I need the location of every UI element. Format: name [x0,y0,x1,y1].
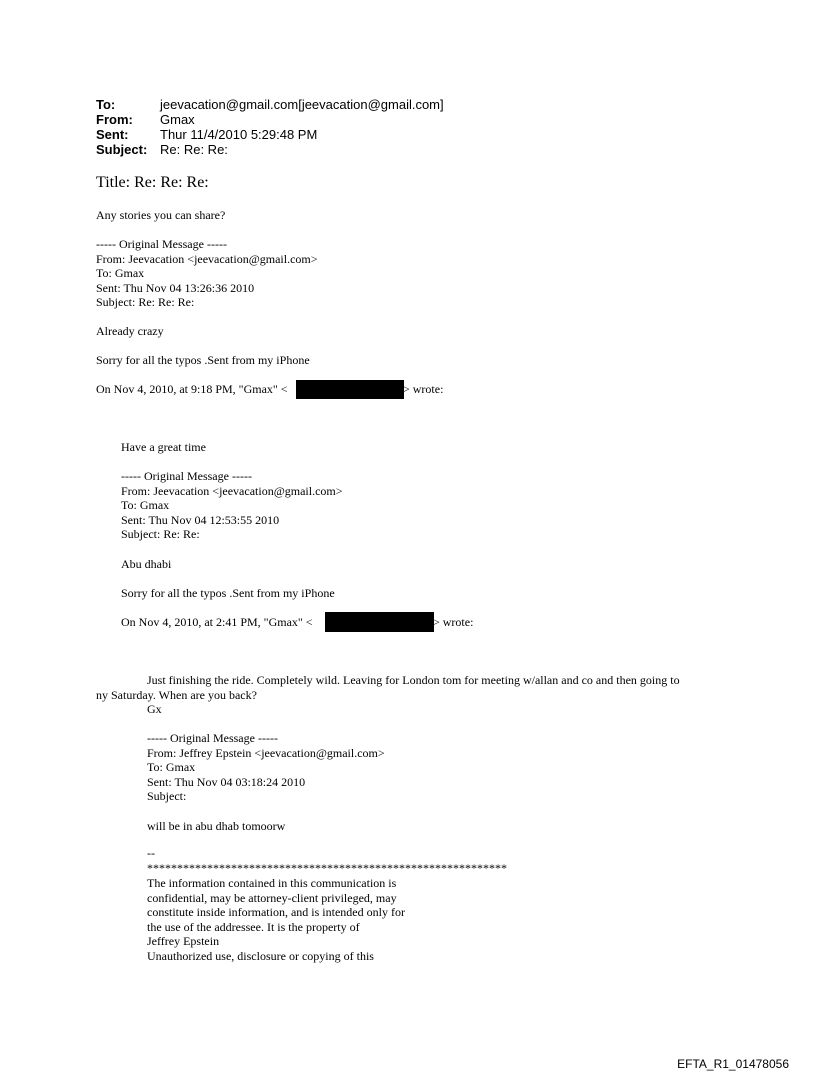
subject-value: Re: Re: Re: [160,142,228,157]
sent-label: Sent: [96,127,129,142]
signature-dashes: -- [147,846,155,860]
quote1-subject: Subject: Re: Re: Re: [96,295,195,309]
disclaimer-line: confidential, may be attorney-client privileged, may [147,890,397,905]
quote3-line1: Just finishing the ride. Completely wild. Leaving for London tom for meeting w/allan and co and then going to [147,673,680,687]
signature-stars: ************************************************************ [147,861,507,875]
reply-text: Any stories you can share? [96,208,226,222]
quote3-sent: Sent: Thu Nov 04 03:18:24 2010 [147,774,306,789]
quote1-wrote-prefix: On Nov 4, 2010, at 9:18 PM, "Gmax" < [96,382,288,396]
disclaimer-line: the use of the addressee. It is the property of [147,919,360,934]
quote1-from: From: Jeevacation <jeevacation@gmail.com> [96,251,318,266]
quote2-sent: Sent: Thu Nov 04 12:53:55 2010 [121,512,280,527]
disclaimer-line: Jeffrey Epstein [147,934,220,948]
quote1-sent: Sent: Thu Nov 04 13:26:36 2010 [96,280,255,295]
quote2-header [121,469,343,542]
quote3-message: will be in abu dhab tomoorw [147,819,286,833]
quote3-subject: Subject: [147,789,187,803]
quote2-wrote-suffix: > wrote: [433,615,474,629]
subject-label: Subject: [96,142,148,157]
quote1-divider: ----- Original Message ----- [96,237,227,251]
document-id: EFTA_R1_01478056 [677,1057,789,1071]
quote2-divider: ----- Original Message ----- [121,469,252,483]
quote2-subject: Subject: Re: Re: [121,527,200,541]
disclaimer [147,876,405,963]
quote2-message-top: Have a great time [121,440,206,454]
quote1-message: Already crazy [96,324,164,338]
quote3-from: From: Jeffrey Epstein <jeevacation@gmail.com> [147,745,385,760]
quote2-to: To: Gmax [121,498,170,512]
redaction-box [325,612,434,632]
quote1-wrote-suffix: > wrote: [403,382,444,396]
page-title: Title: Re: Re: Re: [96,174,209,191]
quote3-header [147,731,385,804]
from-value: Gmax [160,112,195,127]
disclaimer-line: constitute inside information, and is intended only for [147,905,405,919]
to-label: To: [96,97,116,112]
sent-value: Thur 11/4/2010 5:29:48 PM [160,127,318,142]
disclaimer-line: The information contained in this communication is [147,876,397,890]
quote3-to: To: Gmax [147,760,196,774]
quote1-signature: Sorry for all the typos .Sent from my iPhone [96,353,310,367]
quote2-signature: Sorry for all the typos .Sent from my iPhone [121,586,335,600]
quote2-message: Abu dhabi [121,557,172,571]
quote2-wrote-prefix: On Nov 4, 2010, at 2:41 PM, "Gmax" < [121,615,313,629]
quote1-to: To: Gmax [96,266,145,280]
from-label: From: [96,112,133,127]
to-value: jeevacation@gmail.com[jeevacation@gmail.com] [160,97,444,112]
redaction-box [296,380,404,399]
quote3-divider: ----- Original Message ----- [147,731,278,745]
quote3-line2: ny Saturday. When are you back? [96,688,257,702]
quote2-from: From: Jeevacation <jeevacation@gmail.com> [121,483,343,498]
disclaimer-line: Unauthorized use, disclosure or copying of this [147,948,374,963]
quote1-header [96,237,318,310]
quote3-sign: Gx [147,702,162,716]
